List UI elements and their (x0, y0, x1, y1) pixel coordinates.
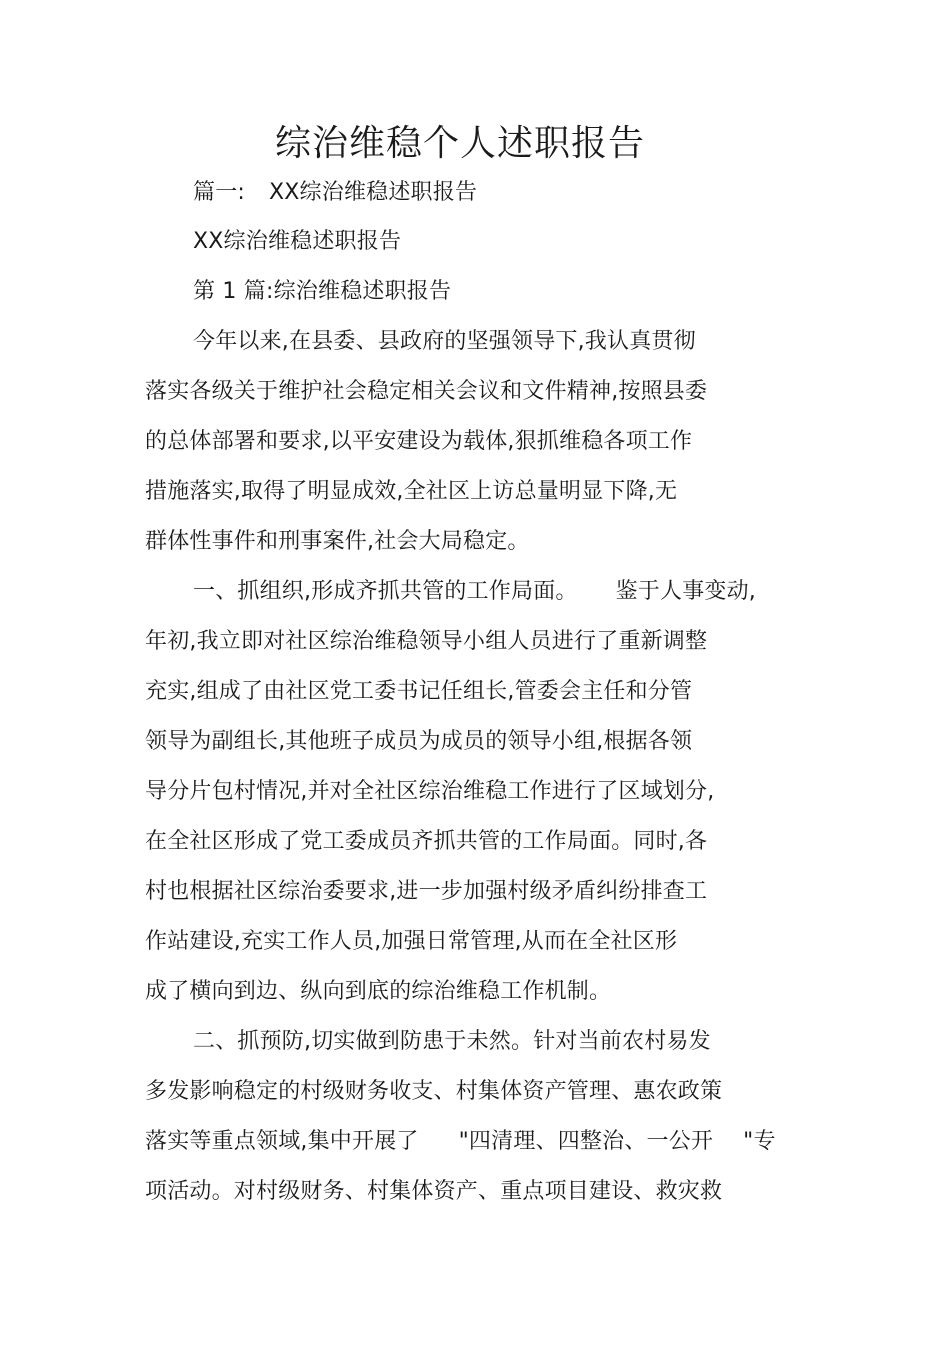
paragraph-line: 群体性事件和刑事案件,社会大局稳定。 (145, 529, 530, 554)
heading-1-prefix: 篇一: (193, 180, 246, 205)
paragraph-line (193, 577, 756, 607)
heading-3: 第 1 篇:综治维稳述职报告 (193, 279, 452, 304)
paragraph-line: 村也根据社区综治委要求,进一步加强村级矛盾纠纷排查工 (145, 879, 708, 904)
paragraph-line: 二、抓预防,切实做到防患于未然。针对当前农村易发 (193, 1029, 711, 1054)
heading-1-text: XX综治维稳述职报告 (269, 180, 478, 205)
paragraph-line: 落实各级关于维护社会稳定相关会议和文件精神,按照县委 (145, 379, 708, 404)
paragraph-line: 多发影响稳定的村级财务收支、村集体资产管理、惠农政策 (145, 1079, 723, 1104)
paragraph-text: 鉴于人事变动, (615, 579, 757, 604)
document-title: 综治维稳个人述职报告 (274, 123, 645, 164)
paragraph-line: 作站建设,充实工作人员,加强日常管理,从而在全社区形 (145, 929, 678, 954)
paragraph-line: 年初,我立即对社区综治维稳领导小组人员进行了重新调整 (145, 629, 708, 654)
paragraph-line: 措施落实,取得了明显成效,全社区上访总量明显下降,无 (145, 479, 678, 504)
paragraph-line: 今年以来,在县委、县政府的坚强领导下,我认真贯彻 (193, 329, 696, 354)
section-heading-organization: 一、抓组织,形成齐抓共管的工作局面。 (193, 579, 578, 604)
paragraph-line: 成了横向到边、纵向到底的综治维稳工作机制。 (145, 979, 612, 1004)
quoted-campaign-name: "四清理、四整治、一公开 (458, 1129, 714, 1154)
paragraph-text: "专 (743, 1129, 776, 1154)
paragraph-line (145, 1127, 776, 1157)
paragraph-line: 在全社区形成了党工委成员齐抓共管的工作局面。同时,各 (145, 829, 708, 854)
paragraph-line: 导分片包村情况,并对全社区综治维稳工作进行了区域划分, (145, 779, 715, 804)
paragraph-line: 的总体部署和要求,以平安建设为载体,狠抓维稳各项工作 (145, 429, 693, 454)
paragraph-line: 充实,组成了由社区党工委书记任组长,管委会主任和分管 (145, 679, 693, 704)
paragraph-line: 项活动。对村级财务、村集体资产、重点项目建设、救灾救 (145, 1179, 723, 1204)
heading-2: XX综治维稳述职报告 (193, 229, 402, 254)
paragraph-line: 领导为副组长,其他班子成员为成员的领导小组,根据各领 (145, 729, 693, 754)
paragraph-text: 落实等重点领域,集中开展了 (145, 1129, 419, 1154)
heading-1 (193, 178, 477, 208)
